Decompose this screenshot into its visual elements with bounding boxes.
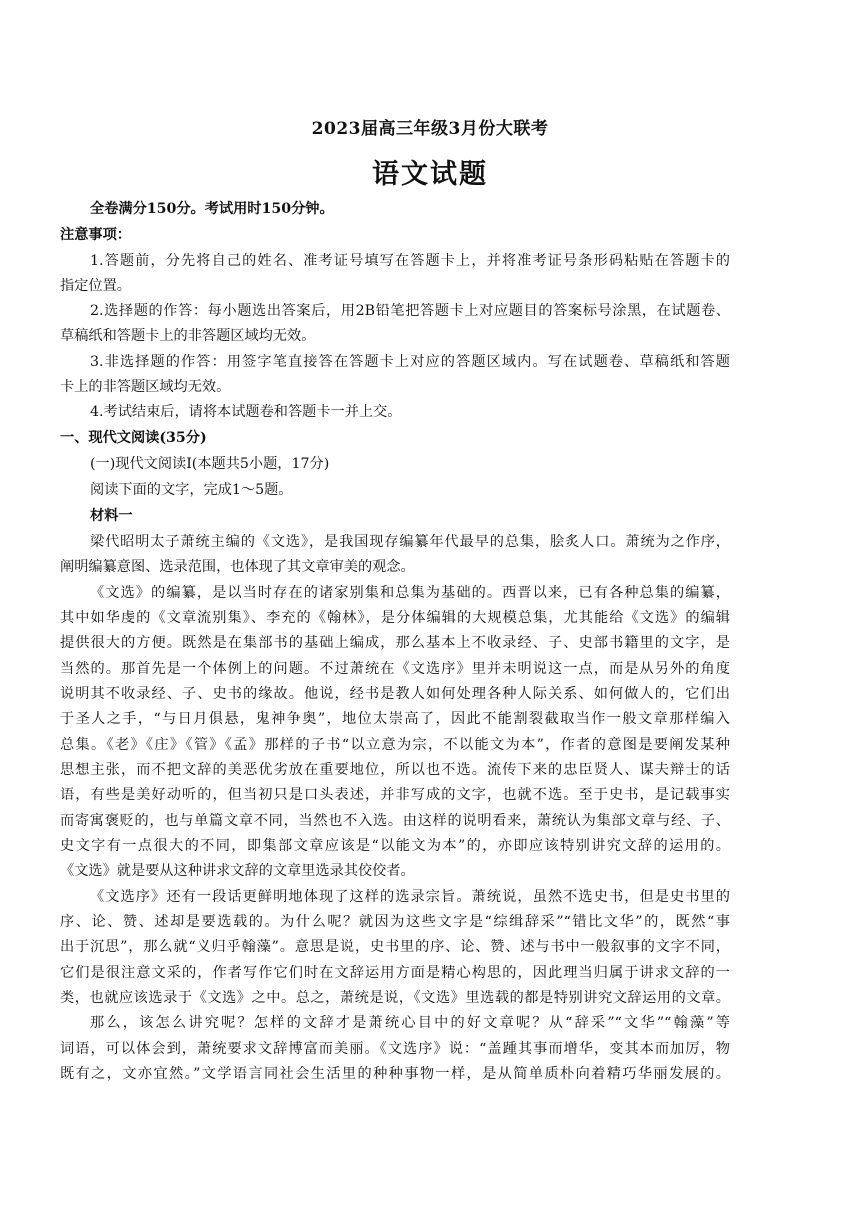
text-line: 那么，该怎么讲究呢？怎样的文辞才是萧统心目中的好文章呢？从“辞采”“文华”“翰藻”等: [90, 1015, 730, 1031]
text-line: 而寄寓褒贬的，也与单篇文章不同，当然也不入选。由这样的说明看来，萧统认为集部文章与经、子、: [60, 813, 730, 829]
text-line: 既有之，文亦宜然。”文学语言同社会生活里的种种事物一样，是从简单质朴向着精巧华丽发展的。: [60, 1066, 730, 1082]
text-line: 阐明编纂意图、选录范围，也体现了其文章审美的观念。: [60, 559, 415, 575]
text-line: 《文选》的编纂，是以当时存在的诸家别集和总集为基础的。西晋以来，已有各种总集的编纂，: [90, 585, 730, 601]
text-line: 语，有些是美好动听的，但当初只是口头表述，并非写成的文字，也就不选。至于史书，是记载事实: [60, 787, 730, 803]
text-line: 史文字有一点很大的不同，即集部文章应该是“以能文为本”的，亦即应该特别讲究文辞的运用的。: [60, 838, 730, 854]
text-line: 词语，可以体会到，萧统要求文辞博富而美丽。《文选序》说：“盖踵其事而增华，变其本而加厉，物: [60, 1041, 730, 1057]
exam-title: 2023届高三年级3月份大联考: [311, 119, 549, 139]
note-line: 2.选择题的作答：每小题选出答案后，用2B铅笔把答题卡上对应题目的答案标号涂黑，在试题卷、: [90, 303, 730, 319]
score-line: 全卷满分150分。考试用时150分钟。: [90, 201, 334, 217]
text-line: 《文选》就是要从这种讲求文辞的文章里选录其佼佼者。: [60, 863, 415, 879]
text-line: 出于沉思”，那么就“义归乎翰藻”。意思是说，史书里的序、论、赞、述与书中一般叙事的文字不同，: [60, 939, 730, 955]
note-line: 草稿纸和答题卡上的非答题区域均无效。: [60, 328, 316, 344]
notes-label: 注意事项：: [60, 227, 131, 243]
note-line: 4.考试结束后，请将本试题卷和答题卡一并上交。: [90, 404, 402, 420]
text-line: 序、论、赞、述却是要选载的。为什么呢？就因为这些文字是“综缉辞采”“错比文华”的，既然“事: [60, 914, 730, 930]
note-line: 指定位置。: [60, 278, 131, 294]
text-line: 提供很大的方便。既然是在集部书的基础上编成，那么基本上不收录经、子、史部书籍里的文字，是: [60, 635, 730, 651]
text-line: 梁代昭明太子萧统主编的《文选》，是我国现存编纂年代最早的总集，脍炙人口。萧统为之作序，: [90, 534, 730, 550]
text-line: 思想主张，而不把文辞的美恶优劣放在重要地位，所以也不选。流传下来的忠臣贤人、谋夫辩士的话: [60, 762, 730, 778]
note-line: 1.答题前，分先将自己的姓名、准考证号填写在答题卡上，并将准考证号条形码粘贴在答题卡的: [90, 253, 730, 269]
text-line: 其中如华虔的《文章流别集》、李充的《翰林》，是分体编辑的大规模总集，尤其能给《文选》的编辑: [60, 610, 730, 626]
material-label: 材料一: [90, 508, 133, 524]
text-line: 总集。《老》《庄》《管》《孟》那样的子书“以立意为宗，不以能文为本”，作者的意图是要阐发某种: [60, 737, 730, 753]
text-line: 于圣人之手，“与日月俱悬，鬼神争奥”，地位太崇高了，因此不能割裂截取当作一般文章那样编入: [60, 711, 730, 727]
note-line: 3.非选择题的作答：用签字笔直接答在答题卡上对应的答题区域内。写在试题卷、草稿纸和答题: [90, 354, 730, 370]
text-line: 说明其不收录经、子、史书的缘故。他说，经书是教人如何处理各种人际关系、如何做人的，它们出: [60, 686, 730, 702]
sub-heading: (一)现代文阅读Ⅰ(本题共5小题，17分): [90, 456, 330, 472]
subject-title: 语文试题: [372, 159, 488, 190]
text-line: 当然的。那首先是一个体例上的问题。不过萧统在《文选序》里并未明说这一点，而是从另外的角度: [60, 661, 730, 677]
note-line: 卡上的非答题区域均无效。: [60, 379, 231, 395]
text-line: 类，也就应该选录于《文选》之中。总之，萧统是说，《文选》里选载的都是特别讲究文辞运用的文章。: [60, 990, 730, 1006]
text-line: 它们是很注意文采的，作者写作它们时在文辞运用方面是精心构思的，因此理当归属于讲求文辞的一: [60, 965, 730, 981]
instruction: 阅读下面的文字，完成1～5题。: [90, 482, 293, 498]
text-line: 《文选序》还有一段话更鲜明地体现了这样的选录宗旨。萧统说，虽然不选史书，但是史书里的: [90, 889, 730, 905]
section-heading: 一、现代文阅读(35分): [60, 430, 207, 446]
